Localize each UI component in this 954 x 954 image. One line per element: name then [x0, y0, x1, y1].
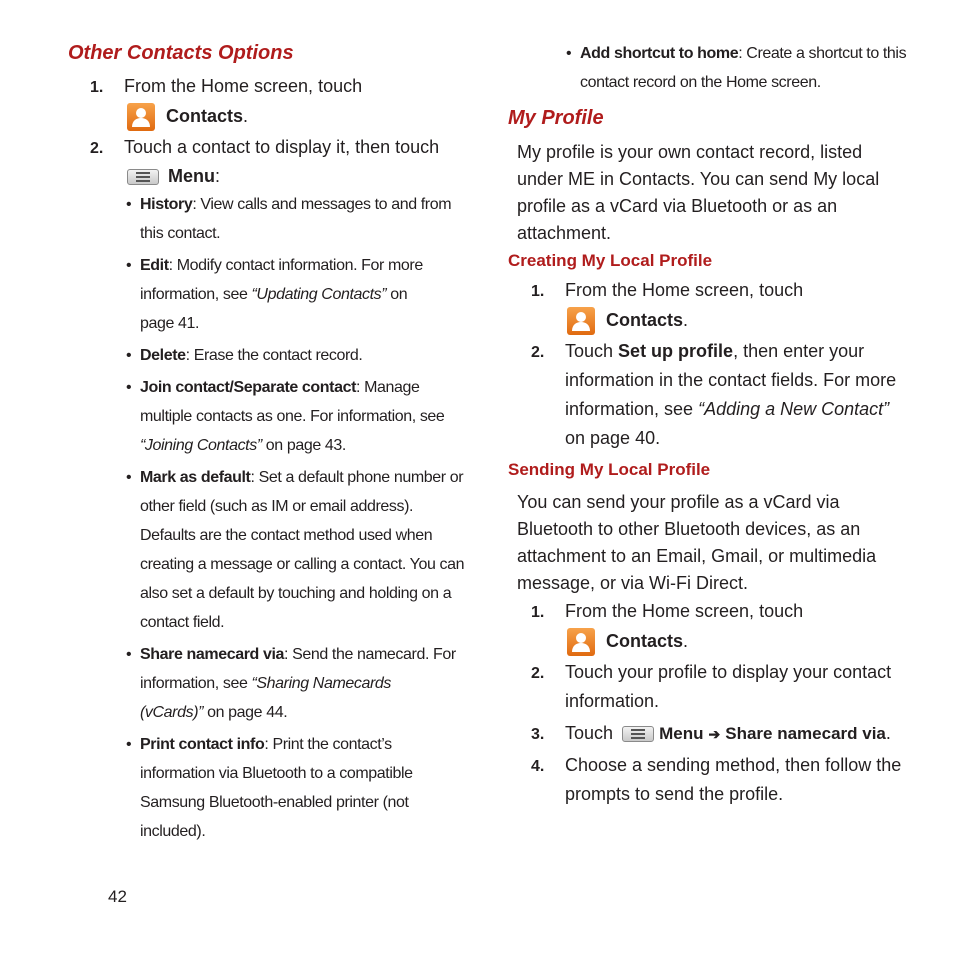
add-shortcut-bullet: [566, 39, 916, 97]
bullet-text: contact field.: [140, 614, 225, 631]
bullet-item: [126, 730, 471, 846]
bullet-dot-icon: •: [126, 736, 132, 753]
bullet-text: : Send the namecard. For: [284, 646, 456, 663]
bullet-text: other field (such as IM or email address).: [140, 498, 414, 515]
contacts-line: Contacts.: [567, 627, 688, 656]
cross-reference: (vCards)”: [140, 704, 204, 721]
bullet-text: : Print the contact’s: [264, 736, 392, 753]
bullet-item: [126, 463, 471, 637]
bullet-text: also set a default by touching and holding on a: [140, 585, 452, 602]
bullet-text: : Erase the contact record.: [185, 347, 363, 364]
bullet-line: [580, 39, 916, 68]
sending-step-3: 3. Touch Menu ➔ Share namecard via.: [531, 723, 891, 743]
set-up-profile-label: Set up profile: [618, 341, 734, 361]
bullet-line: [140, 817, 471, 846]
cross-reference: “Sharing Namecards: [251, 675, 392, 692]
step-text: From the Home screen, touch: [124, 76, 363, 96]
bullet-line: [140, 788, 471, 817]
step-number: 1.: [90, 79, 104, 96]
bullet-text: included).: [140, 823, 206, 840]
contacts-line: Contacts.: [127, 102, 248, 131]
bullet-text: contact record on the Home screen.: [580, 74, 821, 91]
bullet-dot-icon: •: [126, 469, 132, 486]
option-name: Mark as default: [140, 469, 251, 486]
cross-reference: “Updating Contacts”: [251, 286, 387, 303]
creating-step-1: 1. From the Home screen, touch: [531, 280, 804, 300]
bullet-text: this contact.: [140, 225, 221, 242]
bullet-text: Defaults are the contact method used when: [140, 527, 433, 544]
bullet-line: [140, 251, 471, 280]
bullet-line: [140, 608, 471, 637]
bullet-line: [140, 309, 471, 338]
bullet-line: [140, 730, 471, 759]
bullet-text: : Set a default phone number or: [250, 469, 464, 486]
sending-step-2: 2. Touch your profile to display your contact information.: [531, 662, 892, 711]
bullet-text: : Modify contact information. For more: [168, 257, 423, 274]
menu-label: Menu: [659, 724, 704, 743]
step-1: [90, 72, 363, 102]
contacts-label: Contacts: [606, 310, 684, 330]
contacts-icon: [127, 103, 155, 131]
step-2: [90, 133, 440, 163]
bullet-line: [140, 492, 471, 521]
bullet-text: Samsung Bluetooth-enabled printer (not: [140, 794, 409, 811]
step-number: 2.: [90, 140, 104, 157]
option-name: Edit: [140, 257, 169, 274]
sending-step-1: 1. From the Home screen, touch: [531, 601, 804, 621]
arrow-icon: ➔: [708, 726, 721, 742]
bullet-text: information via Bluetooth to a compatible: [140, 765, 413, 782]
option-name: Share namecard via: [140, 646, 284, 663]
bullet-item: [126, 190, 471, 248]
option-name: History: [140, 196, 193, 213]
sending-step-4: 4. Choose a sending method, then follow the prompts to send the profile.: [531, 755, 902, 804]
creating-step-2: 2. Touch Set up profile, then enter your information in the contact fields. For more information, see “Adding a New Contact” on page 40.: [531, 341, 897, 448]
bullet-text: creating a message or calling a contact. You can: [140, 556, 465, 573]
bullet-dot-icon: •: [126, 196, 132, 213]
section-heading-my-profile: My Profile: [508, 107, 604, 129]
sending-intro: You can send your profile as a vCard via Bluetooth to other Bluetooth devices, as an attachment to an Email, Gmail, or multimedia message, or via Wi-Fi Direct.: [517, 492, 877, 593]
bullet-line: [140, 190, 471, 219]
contacts-line: Contacts.: [567, 306, 688, 335]
bullet-line: [580, 68, 916, 97]
bullet-line: [140, 373, 471, 402]
bullet-item: [126, 373, 471, 460]
contacts-label: Contacts: [606, 631, 684, 651]
cross-reference: “Joining Contacts”: [140, 437, 262, 454]
bullet-item: [126, 251, 471, 338]
cross-reference: “Adding a New Contact”: [698, 399, 890, 419]
bullet-text: : View calls and messages to and from: [192, 196, 452, 213]
contacts-label: Contacts: [166, 106, 244, 126]
bullet-line: [140, 463, 471, 492]
bullet-line: [140, 431, 471, 460]
bullet-text: : Create a shortcut to this: [738, 45, 907, 62]
bullet-dot-icon: •: [126, 646, 132, 663]
bullet-text: information, see: [140, 286, 252, 303]
bullet-item: [566, 39, 916, 97]
bullet-line: [140, 698, 471, 727]
bullet-text: information, see: [140, 675, 252, 692]
bullet-text: on page 43.: [261, 437, 346, 454]
bullet-line: [140, 550, 471, 579]
bullet-dot-icon: •: [126, 257, 132, 274]
my-profile-intro: My profile is your own contact record, listed under ME in Contacts. You can send My local profile as a vCard via Bluetooth or as an attachment.: [517, 142, 880, 243]
option-name: Add shortcut to home: [580, 45, 739, 62]
contacts-icon: [567, 307, 595, 335]
subheading-creating-local-profile: Creating My Local Profile: [508, 251, 713, 270]
step-text: Touch a contact to display it, then touch: [124, 137, 440, 157]
option-name: Delete: [140, 347, 186, 364]
bullet-item: [126, 640, 471, 727]
share-namecard-label: Share namecard via: [725, 724, 886, 743]
option-name: Print contact info: [140, 736, 265, 753]
bullet-line: [140, 759, 471, 788]
bullet-text: : Manage: [356, 379, 420, 396]
contacts-icon: [567, 628, 595, 656]
bullet-text: page 41.: [140, 315, 200, 332]
bullet-text: on page 44.: [203, 704, 288, 721]
page-number: 42: [108, 887, 127, 906]
subheading-sending-local-profile: Sending My Local Profile: [508, 460, 711, 479]
bullet-line: [140, 579, 471, 608]
bullet-text: on: [386, 286, 408, 303]
bullet-line: [140, 402, 471, 431]
bullet-dot-icon: •: [126, 347, 132, 364]
menu-line: Menu:: [127, 162, 220, 191]
bullet-item: [126, 341, 471, 370]
bullet-line: [140, 280, 471, 309]
bullet-line: [140, 341, 471, 370]
section-heading-other-contacts-options: Other Contacts Options: [68, 42, 294, 64]
menu-label: Menu: [168, 166, 216, 186]
bullet-line: [140, 669, 471, 698]
option-name: Join contact/Separate contact: [140, 379, 357, 396]
bullet-line: [140, 219, 471, 248]
menu-icon: [127, 169, 159, 185]
menu-icon: [622, 726, 654, 742]
bullet-line: [140, 640, 471, 669]
bullet-dot-icon: •: [566, 45, 572, 62]
bullet-dot-icon: •: [126, 379, 132, 396]
bullet-line: [140, 521, 471, 550]
bullet-text: multiple contacts as one. For information, see: [140, 408, 445, 425]
menu-options-list: [126, 190, 471, 849]
